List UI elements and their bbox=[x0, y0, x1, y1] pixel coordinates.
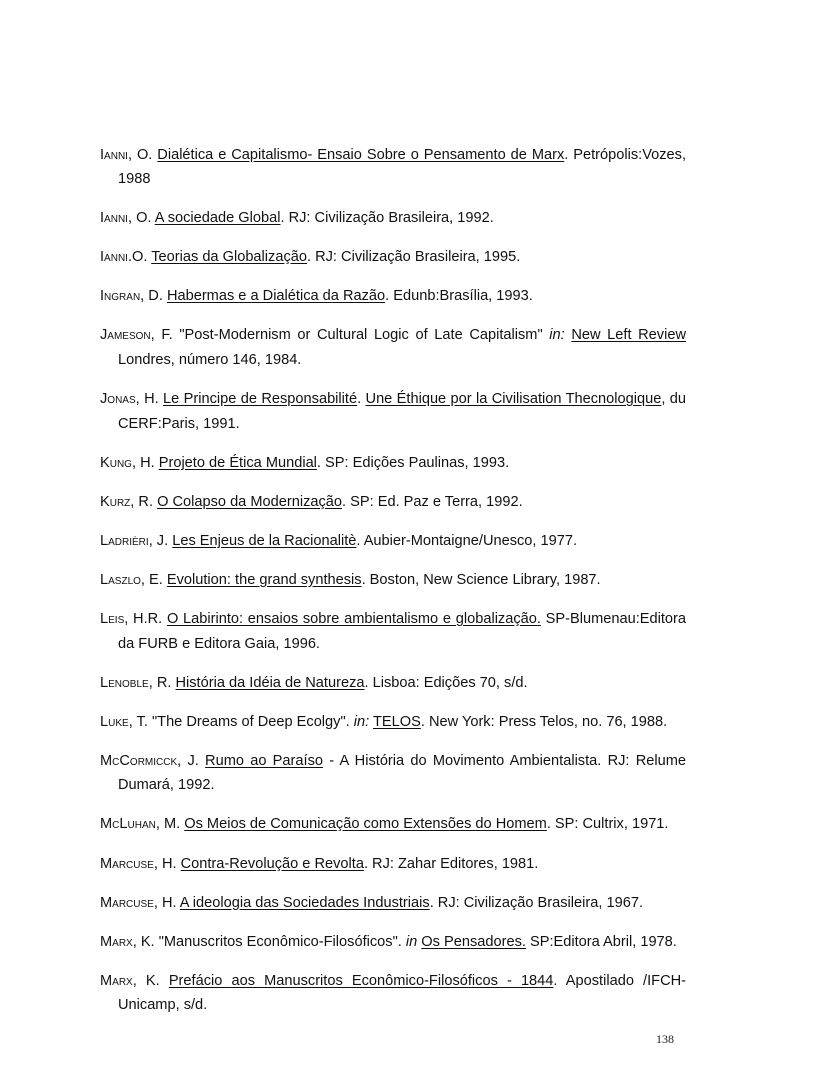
entry-publication: . RJ: Civilização Brasileira, 1995. bbox=[306, 249, 521, 266]
bibliography-entry: Ianni, O. Dialética e Capitalismo- Ensaio Sobre o Pensamento de Marx. Petrópolis:Vozes, 1988 bbox=[100, 146, 686, 188]
entry-initials: R. bbox=[138, 493, 153, 510]
bibliography-entry: Marcuse, H. Contra-Revolução e Revolta. RJ: Zahar Editores, 1981. bbox=[100, 855, 539, 872]
bibliography-entry: Marx, K. "Manuscritos Econômico-Filosóficos". in Os Pensadores. SP:Editora Abril, 1978. bbox=[100, 933, 677, 950]
entry-initials: K. bbox=[145, 972, 160, 989]
entry-title: O Labirinto: ensaios sobre ambientalismo e globalização. bbox=[166, 611, 541, 628]
entry-initials: .O. bbox=[127, 249, 148, 266]
bibliography-entry: Jameson, F. "Post-Modernism or Cultural Logic of Late Capitalism" in: New Left Review Londres, número 146, 1984. bbox=[100, 327, 686, 368]
entry-initials: K. bbox=[140, 933, 155, 950]
entry-title: Rumo ao Paraíso bbox=[205, 752, 323, 769]
entry-author: Marcuse bbox=[100, 855, 154, 872]
entry-publication: . SP: Ed. Paz e Terra, 1992. bbox=[342, 493, 523, 510]
entry-title: O Colapso da Modernização bbox=[157, 493, 343, 510]
entry-publication: . Aubier-Montaigne/Unesco, 1977. bbox=[356, 532, 578, 549]
bibliography-entry: Kung, H. Projeto de Ética Mundial. SP: Edições Paulinas, 1993. bbox=[100, 454, 510, 471]
entry-initials: H.R. bbox=[133, 611, 163, 628]
bibliography-entry: Laszlo, E. Evolution: the grand synthesis. Boston, New Science Library, 1987. bbox=[100, 571, 601, 588]
entry-initials: T. bbox=[136, 713, 148, 730]
entry-title: A ideologia das Sociedades Industriais bbox=[179, 894, 430, 911]
entry-title: História da Idéia de Natureza bbox=[175, 674, 365, 691]
entry-initials: O. bbox=[136, 210, 152, 227]
entry-initials: H. bbox=[161, 894, 177, 911]
entry-publication: , du CERF:Paris, 1991. bbox=[118, 391, 687, 432]
bibliography-entry bbox=[100, 245, 686, 270]
entry-initials: J. bbox=[187, 752, 199, 769]
entry-title: TELOS bbox=[372, 713, 421, 730]
entry-initials: O. bbox=[136, 146, 153, 163]
entry-initials: E. bbox=[149, 571, 163, 588]
entry-author: Ianni bbox=[100, 210, 128, 227]
entry-author: Laszlo bbox=[100, 571, 141, 588]
entry-author: Ingran bbox=[100, 288, 141, 305]
entry-in-marker: in bbox=[405, 933, 418, 950]
entry-in-marker: in: bbox=[353, 713, 370, 730]
entry-publication: Londres, número 146, 1984. bbox=[118, 351, 302, 368]
entry-title: Evolution: the grand synthesis bbox=[166, 571, 362, 588]
entry-author: Luke bbox=[100, 713, 129, 730]
entry-author: Marx bbox=[100, 972, 133, 989]
entry-title: Teorias da Globalização bbox=[151, 249, 307, 266]
entry-title: Os Meios de Comunicação como Extensões do Homem bbox=[184, 816, 547, 833]
entry-initials: M. bbox=[163, 816, 181, 833]
entry-title: Dialética e Capitalismo- Ensaio Sobre o Pensamento de Marx bbox=[157, 146, 565, 163]
entry-publication: - A História do Movimento Ambientalista. RJ: Relume Dumará, 1992. bbox=[118, 752, 686, 794]
entry-initials: H. bbox=[140, 454, 155, 471]
entry-author: Marx bbox=[100, 933, 133, 950]
bibliography-entry: Marx, K. Prefácio aos Manuscritos Econômico-Filosóficos - 1844. Apostilado /IFCH-Unicamp, s/d. bbox=[100, 972, 687, 1014]
entry-author: Lenoble bbox=[100, 674, 149, 691]
entry-author: Jameson bbox=[100, 327, 151, 344]
entry-author: Ianni bbox=[100, 146, 128, 163]
entry-author: McCormicck bbox=[100, 752, 178, 769]
bibliography-entry: Kurz, R. O Colapso da Modernização. SP: Ed. Paz e Terra, 1992. bbox=[100, 493, 523, 510]
entry-in-marker: in: bbox=[549, 327, 565, 344]
entry-publication: . Petrópolis:Vozes, 1988 bbox=[118, 146, 686, 188]
entry-title: Habermas e a Dialética da Razão bbox=[166, 288, 386, 305]
entry-author: Marcuse bbox=[100, 894, 154, 911]
entry-publication: SP:Editora Abril, 1978. bbox=[525, 933, 677, 950]
entry-title: Les Enjeus de la Racionalitè bbox=[172, 532, 357, 549]
entry-article-title: "Post-Modernism or Cultural Logic of Late Capitalism" bbox=[179, 327, 550, 344]
entry-author: Kung bbox=[100, 454, 132, 471]
entry-article-title: "Manuscritos Econômico-Filosóficos". bbox=[158, 933, 406, 950]
entry-publication: . RJ: Civilização Brasileira, 1967. bbox=[429, 894, 643, 911]
bibliography-list bbox=[100, 128, 686, 1026]
entry-author: Ianni bbox=[100, 249, 128, 266]
bibliography-entry: Jonas, H. Le Principe de Responsabilité. Une Éthique por la Civilisation Thecnologique, du CERF:Paris, 1991. bbox=[100, 391, 687, 432]
entry-subtitle: Une Éthique por la Civilisation Thecnologique bbox=[365, 391, 662, 408]
entry-publication: . Lisboa: Edições 70, s/d. bbox=[364, 674, 528, 691]
entry-publication: . Boston, New Science Library, 1987. bbox=[361, 571, 601, 588]
entry-publication: . Edunb:Brasília, 1993. bbox=[385, 288, 533, 305]
bibliography-entry: Leis, H.R. O Labirinto: ensaios sobre ambientalismo e globalização. SP-Blumenau:Editora da FURB e Editora Gaia, 1996. bbox=[100, 611, 687, 652]
entry-publication: . New York: Press Telos, no. 76, 1988. bbox=[420, 713, 668, 730]
entry-initials: J. bbox=[156, 532, 169, 549]
entry-article-title: "The Dreams of Deep Ecolgy". bbox=[151, 713, 354, 730]
bibliography-entry: Ladrièri, J. Les Enjeus de la Racionalitè. Aubier-Montaigne/Unesco, 1977. bbox=[100, 532, 578, 549]
bibliography-entry: Marcuse, H. A ideologia das Sociedades Industriais. RJ: Civilização Brasileira, 1967. bbox=[100, 894, 643, 911]
entry-initials: R. bbox=[156, 674, 172, 691]
entry-publication: . SP: Edições Paulinas, 1993. bbox=[316, 454, 510, 471]
bibliography-entry: Ingran, D. Habermas e a Dialética da Razão. Edunb:Brasília, 1993. bbox=[100, 288, 533, 305]
bibliography-entry: Ianni, O. A sociedade Global. RJ: Civilização Brasileira, 1992. bbox=[100, 210, 494, 227]
entry-initials: H. bbox=[161, 855, 177, 872]
page-number: 138 bbox=[656, 1032, 674, 1046]
entry-author: Kurz bbox=[100, 493, 131, 510]
bibliography-entry: Luke, T. "The Dreams of Deep Ecolgy". in: TELOS. New York: Press Telos, no. 76, 1988. bbox=[100, 713, 668, 730]
entry-publication: . Apostilado /IFCH-Unicamp, s/d. bbox=[118, 972, 687, 1014]
entry-initials: D. bbox=[148, 288, 163, 305]
entry-publication: SP-Blumenau:Editora da FURB e Editora Gaia, 1996. bbox=[118, 611, 687, 652]
entry-title: Contra-Revolução e Revolta bbox=[180, 855, 364, 872]
entry-separator: . bbox=[357, 391, 366, 408]
bibliography-entry: McCormicck, J. Rumo ao Paraíso - A História do Movimento Ambientalista. RJ: Relume Dumará, 1992. bbox=[100, 752, 686, 794]
entry-author: Ladrièri bbox=[100, 532, 149, 549]
entry-author: Leis bbox=[100, 611, 125, 628]
bibliography-entry: Lenoble, R. História da Idéia de Natureza. Lisboa: Edições 70, s/d. bbox=[100, 674, 528, 691]
entry-title: Projeto de Ética Mundial bbox=[158, 454, 317, 471]
entry-initials: F. bbox=[161, 327, 173, 344]
entry-author: McLuhan bbox=[100, 816, 156, 833]
entry-title: Le Principe de Responsabilité bbox=[163, 391, 358, 408]
entry-author: Jonas bbox=[100, 391, 136, 408]
entry-title: Os Pensadores. bbox=[421, 933, 526, 950]
entry-publication: . RJ: Civilização Brasileira, 1992. bbox=[280, 210, 494, 227]
entry-title: A sociedade Global bbox=[154, 210, 281, 227]
entry-title: New Left Review bbox=[571, 327, 686, 344]
entry-initials: H. bbox=[144, 391, 159, 408]
entry-publication: . SP: Cultrix, 1971. bbox=[546, 816, 669, 833]
entry-title: Prefácio aos Manuscritos Econômico-Filosóficos - 1844 bbox=[168, 972, 554, 989]
entry-publication: . RJ: Zahar Editores, 1981. bbox=[363, 855, 539, 872]
bibliography-entry: McLuhan, M. Os Meios de Comunicação como Extensões do Homem. SP: Cultrix, 1971. bbox=[100, 816, 669, 833]
